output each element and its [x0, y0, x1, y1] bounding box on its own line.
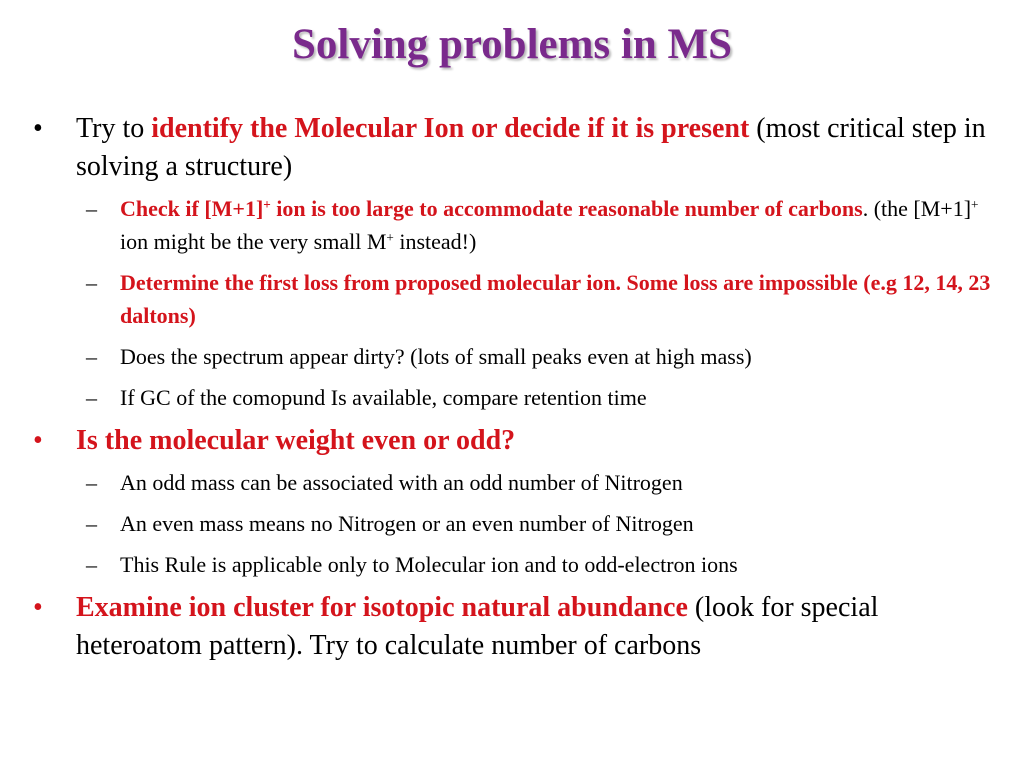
dash-icon: –: [86, 196, 97, 221]
dash-icon: –: [86, 344, 97, 369]
sub-text-rest-a: . (the [M+1]: [862, 196, 972, 221]
dash-icon: –: [86, 552, 97, 577]
bullet-icon: •: [33, 592, 43, 623]
dash-icon: –: [86, 385, 97, 410]
sub-item-first-loss: [28, 266, 998, 332]
sub-item-odd-mass: [28, 466, 998, 499]
superscript-plus: +: [263, 196, 271, 212]
sub-item-dirty-spectrum: [28, 340, 998, 373]
bullet-text-emphasis: Examine ion cluster for isotopic natural abundance: [76, 592, 688, 623]
sub-item-even-mass: [28, 507, 998, 540]
sub-text: Determine the first loss from proposed molecular ion. Some loss are impossible (e.g 12, 14, 23 daltons): [120, 270, 991, 328]
sub-text: This Rule is applicable only to Molecular ion and to odd-electron ions: [120, 552, 738, 577]
sub-text: An even mass means no Nitrogen or an even number of Nitrogen: [120, 511, 694, 536]
sub-item-gc-retention: [28, 381, 998, 414]
bullet-text-emphasis: identify the Molecular Ion or decide if it is present: [151, 113, 750, 144]
dash-icon: –: [86, 270, 97, 295]
sub-item-check-m-plus-1: [28, 192, 998, 258]
bullet-text-pre: Try to: [76, 113, 152, 144]
bullet-text-post: (most critical step in solving a structure): [76, 113, 986, 182]
sub-text: An odd mass can be associated with an odd number of Nitrogen: [120, 470, 683, 495]
sub-text-emphasis-b: ion is too large to accommodate reasonable number of carbons: [270, 196, 863, 221]
sub-text: If GC of the comopund Is available, compare retention time: [120, 385, 647, 410]
bullet-item-molecular-weight: [28, 422, 998, 460]
superscript-plus: +: [971, 196, 979, 212]
sub-text-emphasis: [120, 196, 863, 221]
bullet-text-post: (look for special heteroatom pattern). Try to calculate number of carbons: [76, 592, 879, 661]
bullet-icon: •: [33, 113, 43, 144]
dash-icon: –: [86, 470, 97, 495]
sub-text-rest-c: instead!): [393, 229, 477, 254]
bullet-item-ion-cluster: [28, 589, 998, 665]
superscript-plus: +: [386, 229, 394, 245]
bullet-text-emphasis: Is the molecular weight even or odd?: [76, 425, 516, 456]
sub-text: Does the spectrum appear dirty? (lots of small peaks even at high mass): [120, 344, 752, 369]
bullet-item-molecular-ion: [28, 110, 998, 186]
sub-text-rest-b: ion might be the very small M: [120, 229, 387, 254]
sub-item-rule-applicability: [28, 548, 998, 581]
sub-text-emphasis-a: Check if [M+1]: [120, 196, 264, 221]
slide-content: [28, 110, 998, 671]
bullet-icon: •: [33, 425, 43, 456]
slide-title: Solving problems in MS: [291, 21, 733, 68]
dash-icon: –: [86, 511, 97, 536]
